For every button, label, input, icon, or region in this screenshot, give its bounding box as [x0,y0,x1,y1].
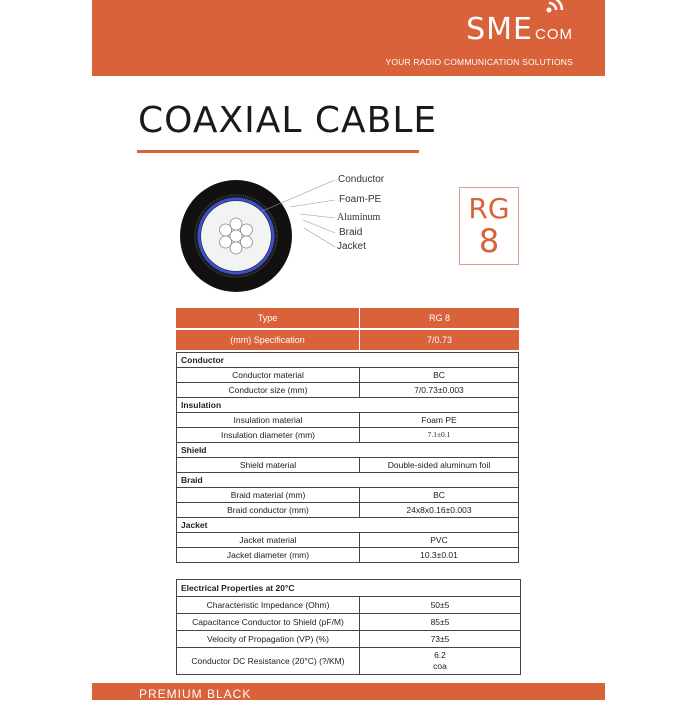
row-value-secondary: coa [433,661,447,671]
table-row [177,368,518,383]
electrical-title: Electrical Properties at 20°C [177,580,520,597]
row-label: Insulation material [177,413,360,427]
row-value: Double-sided aluminum foil [387,460,491,470]
label-foam-pe: Foam-PE [339,194,382,205]
table-row [177,413,518,428]
row-label: Braid material (mm) [177,488,360,502]
row-label: Jacket material [177,533,360,547]
row-value: 7.1±0.1 [427,430,451,439]
row-value: 7/0.73±0.003 [414,385,464,395]
row-value: 85±5 [430,617,450,627]
header-banner [92,0,605,76]
row-label: Conductor DC Resistance (20°C) (?/KM) [177,648,360,674]
spec-details [176,352,519,563]
table-row [177,383,518,398]
tagline: YOUR RADIO COMMUNICATION SOLUTIONS [385,57,573,67]
type-value: RG 8 [428,313,450,323]
table-row [177,458,518,473]
row-value: PVC [430,535,448,545]
row-value: BC [433,490,445,500]
electrical-table [176,579,521,675]
table-row [177,631,520,648]
row-label: Shield material [177,458,360,472]
brand-logo [466,12,573,47]
row-value: Foam PE [421,415,457,425]
row-label: Velocity of Propagation (VP) (%) [177,631,360,647]
row-value: BC [433,370,445,380]
table-row [177,428,518,443]
row-label: Conductor material [177,368,360,382]
spec-label: (mm) Specification [176,330,360,350]
rg-badge-line2: 8 [478,222,500,260]
table-row [177,648,520,674]
row-value: 10.3±0.01 [420,550,458,560]
row-value: 24x8x0.16±0.003 [406,505,472,515]
label-jacket: Jacket [337,241,366,252]
row-label: Braid conductor (mm) [177,503,360,517]
table-row [177,503,518,518]
title-underline [137,150,419,153]
table-row [177,614,520,631]
section-title: Conductor [177,353,518,368]
type-label: Type [176,308,360,328]
spec-value: 7/0.73 [426,335,453,345]
label-braid: Braid [339,227,363,238]
rg-badge [459,187,519,265]
diagram-labels [290,172,410,262]
table-row [177,548,518,562]
row-label: Conductor size (mm) [177,383,360,397]
table-row [177,533,518,548]
brand-suffix: COM [535,26,573,43]
rg-badge-line1: RG [468,192,510,225]
footer-banner [92,683,605,700]
page-title: COAXIAL CABLE [138,100,438,141]
section-title: Insulation [177,398,518,413]
table-row [177,597,520,614]
table-row [177,488,518,503]
section-title: Braid [177,473,518,488]
section-title: Shield [177,443,518,458]
label-conductor: Conductor [338,174,385,185]
row-label: Jacket diameter (mm) [177,548,360,562]
label-aluminum: Aluminum [337,212,381,223]
row-value: 50±5 [430,600,450,610]
row-value: 6.2 [434,650,446,660]
type-header-row [176,308,519,328]
row-label: Capacitance Conductor to Shield (pF/M) [177,614,360,630]
section-title: Jacket [177,518,518,533]
footer-text: PREMIUM BLACK [139,687,252,701]
row-label: Characteristic Impedance (Ohm) [177,597,360,613]
spec-table [176,308,519,563]
row-value: 73±5 [430,634,450,644]
spec-header-row [176,330,519,350]
brand-name: SME [466,12,533,47]
row-label: Insulation diameter (mm) [177,428,360,442]
row-value-stack [360,648,520,674]
